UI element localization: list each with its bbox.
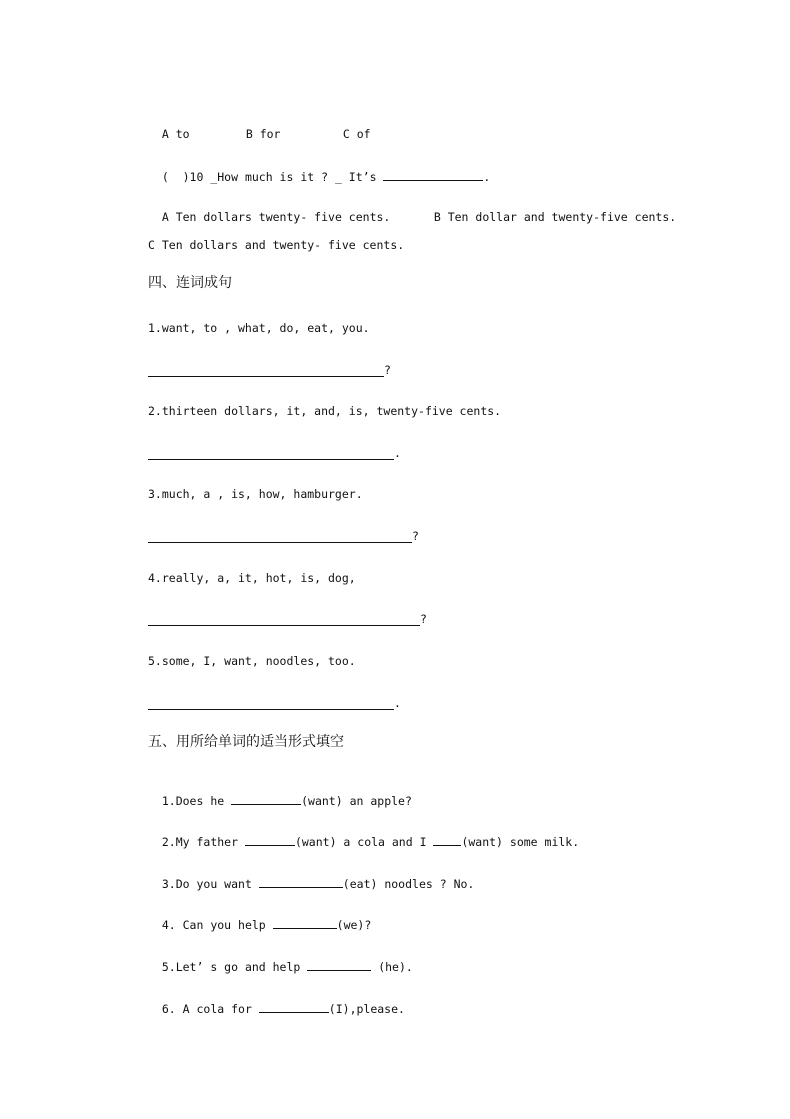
s5-item-5 [148, 945, 413, 974]
s5-item-4 [148, 903, 371, 932]
s4-answer-1-rule[interactable] [148, 364, 384, 377]
s4-answer-4-end: ? [420, 612, 427, 626]
q10-option-b: B Ten dollar and twenty-five cents. [433, 210, 677, 224]
q10-options-ab [148, 196, 676, 224]
s5-item-6-pre: 6. A cola for [161, 1002, 259, 1016]
q9-option-b: B for [245, 127, 281, 141]
s5-item-1-pre: 1.Does he [161, 794, 232, 808]
s4-item-3: 3.much, a , is, how, hamburger. [148, 487, 363, 501]
s4-answer-5[interactable] [148, 696, 401, 710]
s5-item-1 [148, 779, 412, 808]
s5-item-5-post: (he). [371, 960, 413, 974]
s4-item-5: 5.some, I, want, noodles, too. [148, 654, 356, 668]
s5-item-2-blank-1[interactable] [245, 834, 295, 846]
s4-item-1: 1.want, to , what, do, eat, you. [148, 321, 370, 335]
s5-item-3 [148, 862, 474, 891]
s5-item-2 [148, 820, 579, 849]
s5-item-6 [148, 987, 405, 1016]
s5-item-2-post: (want) some milk. [461, 835, 580, 849]
s4-answer-1-end: ? [384, 363, 391, 377]
s4-item-4: 4.really, a, it, hot, is, dog, [148, 571, 356, 585]
q10-prefix: ( )10 _How much is it ? _ It’s [161, 170, 384, 184]
q9-option-a: A to [161, 127, 190, 141]
s4-answer-5-rule[interactable] [148, 697, 394, 710]
s4-answer-4[interactable] [148, 612, 427, 626]
q9-options [148, 113, 371, 141]
s5-item-6-blank[interactable] [259, 1001, 329, 1013]
q10-option-a: A Ten dollars twenty- five cents. [161, 210, 391, 224]
s5-item-2-blank-2[interactable] [433, 834, 461, 846]
q10-question [148, 155, 490, 184]
s5-item-1-post: (want) an apple? [301, 794, 412, 808]
s5-item-4-pre: 4. Can you help [161, 918, 273, 932]
s4-answer-2-end: . [394, 446, 401, 460]
s4-answer-3-end: ? [412, 529, 419, 543]
s4-item-2: 2.thirteen dollars, it, and, is, twenty-five cents. [148, 404, 502, 418]
s5-item-5-pre: 5.Let’ s go and help [161, 960, 308, 974]
s4-answer-4-rule[interactable] [148, 613, 420, 626]
s5-item-3-post: (eat) noodles ? No. [342, 877, 475, 891]
s5-item-6-post: (I),please. [328, 1002, 405, 1016]
q10-option-c: C Ten dollars and twenty- five cents. [148, 238, 405, 252]
s4-answer-3[interactable] [148, 529, 419, 543]
s5-item-3-pre: 3.Do you want [161, 877, 259, 891]
s4-answer-3-rule[interactable] [148, 530, 412, 543]
section5-heading: 五、用所给单词的适当形式填空 [148, 734, 344, 750]
s5-item-3-blank[interactable] [259, 876, 343, 888]
s4-answer-5-end: . [394, 696, 401, 710]
section4-heading: 四、连词成句 [148, 275, 232, 291]
q10-blank[interactable] [383, 169, 483, 181]
s4-answer-2-rule[interactable] [148, 447, 394, 460]
q9-option-c: C of [342, 127, 371, 141]
s4-answer-2[interactable] [148, 446, 401, 460]
s4-answer-1[interactable] [148, 363, 391, 377]
s5-item-2-pre: 2.My father [161, 835, 245, 849]
s5-item-4-blank[interactable] [273, 917, 337, 929]
s5-item-1-blank[interactable] [231, 793, 301, 805]
s5-item-4-post: (we)? [336, 918, 372, 932]
s5-item-2-mid: (want) a cola and I [294, 835, 434, 849]
s5-item-5-blank[interactable] [307, 959, 371, 971]
q10-suffix: . [483, 170, 491, 184]
